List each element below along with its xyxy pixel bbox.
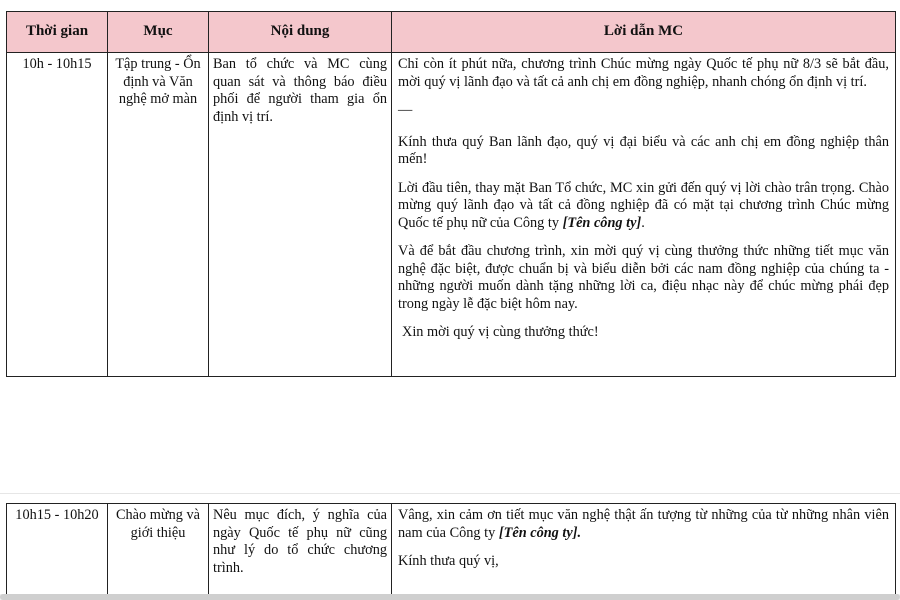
cell-time: 10h - 10h15 bbox=[7, 53, 108, 377]
mc-paragraph: Xin mời quý vị cùng thưởng thức! bbox=[402, 324, 599, 340]
mc-paragraph: Và để bắt đầu chương trình, xin mời quý vị cùng thưởng thức những tiết mục văn nghệ đặc biệt, được chuẩn bị và biểu diễn bởi các nam đồng nghiệp của chúng ta - những người muốn dành tặng những lời ca, điệu nhạc này để chúc mừng phái đẹp trong ngày lễ đặc biệt hôm nay. bbox=[398, 243, 889, 312]
cell-item: Tập trung - Ổn định và Văn nghệ mở màn bbox=[108, 53, 209, 377]
cell-time: 10h15 - 10h20 bbox=[7, 504, 108, 600]
table-header-row bbox=[7, 12, 896, 53]
horizontal-scrollbar[interactable] bbox=[0, 594, 900, 600]
mc-paragraph: Kính thưa quý vị, bbox=[398, 553, 499, 569]
cell-mc-script bbox=[392, 504, 896, 600]
scrollbar-thumb[interactable] bbox=[0, 594, 900, 600]
mc-separator: — bbox=[398, 102, 413, 118]
mc-text: Vâng, xin cảm ơn tiết mục văn nghệ thật ấn tượng từ những của từ những nhân viên nam của Công ty bbox=[398, 507, 889, 541]
cell-item: Chào mừng và giới thiệu bbox=[108, 504, 209, 600]
page-break-line bbox=[0, 493, 900, 494]
table-row bbox=[7, 504, 896, 600]
event-script-table-continued bbox=[6, 503, 896, 599]
header-content: Nội dung bbox=[209, 12, 392, 53]
mc-text: . bbox=[641, 214, 645, 231]
mc-paragraph bbox=[398, 180, 889, 233]
table-row bbox=[7, 53, 896, 377]
header-time: Thời gian bbox=[7, 12, 108, 53]
company-placeholder: [Tên công ty] bbox=[562, 214, 642, 231]
header-item: Mục bbox=[108, 12, 209, 53]
cell-content: Ban tổ chức và MC cùng quan sát và thông báo điều phối để người tham gia ổn định vị trí. bbox=[209, 53, 392, 377]
mc-paragraph bbox=[398, 507, 889, 542]
company-placeholder: [Tên công ty]. bbox=[498, 524, 582, 541]
cell-content: Nêu mục đích, ý nghĩa của ngày Quốc tế phụ nữ cũng như lý do tổ chức chương trình. bbox=[209, 504, 392, 600]
mc-text: Lời đầu tiên, thay mặt Ban Tổ chức, MC xin gửi đến quý vị lời chào trân trọng. Chào mừng quý lãnh đạo và tất cả đồng nghiệp đã có mặt tại chương trình Chúc mừng Quốc tế phụ nữ của Công ty bbox=[398, 179, 889, 231]
cell-mc-script bbox=[392, 53, 896, 377]
mc-paragraph: Chỉ còn ít phút nữa, chương trình Chúc mừng ngày Quốc tế phụ nữ 8/3 sẽ bắt đầu, mời quý vị lãnh đạo và tất cả anh chị em đồng nghiệp, nhanh chóng ổn định vị trí. bbox=[398, 56, 889, 90]
event-script-table bbox=[6, 11, 896, 377]
mc-paragraph: Kính thưa quý Ban lãnh đạo, quý vị đại biểu và các anh chị em đồng nghiệp thân mến! bbox=[398, 133, 889, 167]
header-mc-script: Lời dẫn MC bbox=[392, 12, 896, 53]
